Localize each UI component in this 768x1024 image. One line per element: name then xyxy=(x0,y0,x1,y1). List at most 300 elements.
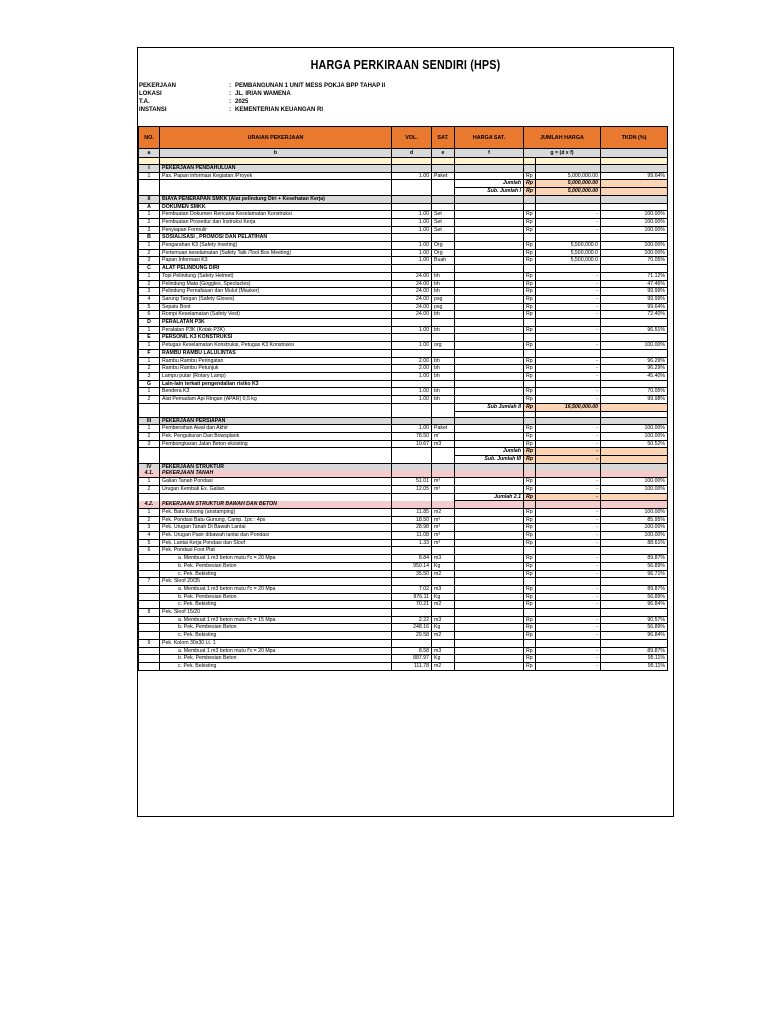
table-row xyxy=(139,662,668,670)
item-unit: m2 xyxy=(432,601,455,609)
row-number: G xyxy=(139,380,160,388)
item-number: 7 xyxy=(139,578,160,586)
currency-label: Rp xyxy=(524,288,536,296)
empty-cell xyxy=(392,195,432,203)
subtotal-value: 5,000,000.00 xyxy=(536,188,601,196)
item-volume xyxy=(392,609,432,617)
row-number: B xyxy=(139,234,160,242)
item-volume: 70.21 xyxy=(392,601,432,609)
empty-cell xyxy=(139,456,160,464)
item-total: - xyxy=(536,601,601,609)
subtotal-value: 5,000,000.00 xyxy=(536,180,601,188)
item-unit: m³ xyxy=(432,478,455,486)
item-tkdn xyxy=(601,547,668,555)
subsection-header-row xyxy=(139,501,668,509)
item-unit: bh xyxy=(432,272,455,280)
item-total: - xyxy=(536,272,601,280)
item-tkdn: 96.84% xyxy=(601,601,668,609)
item-description: Bendera K3 xyxy=(160,388,392,396)
empty-cell xyxy=(601,319,668,327)
item-unit: bh xyxy=(432,372,455,380)
item-description: b. Pek. Pembesian Beton xyxy=(160,593,392,601)
item-description: b. Pek. Pembesian Beton xyxy=(160,624,392,632)
item-description: Pek. Pengukuran Dan Bowsplank xyxy=(160,432,392,440)
item-description: Papan Informasi K3 xyxy=(160,257,392,265)
item-description: Pembuatan Dokumen Rencana Keselamatan Konstruksi xyxy=(160,211,392,219)
table-row xyxy=(139,357,668,365)
item-total: - xyxy=(536,326,601,334)
currency-label: Rp xyxy=(524,180,536,188)
currency-label: Rp xyxy=(524,242,536,250)
item-tkdn: 96.84% xyxy=(601,632,668,640)
table-row xyxy=(139,388,668,396)
item-unit-price xyxy=(455,326,524,334)
item-unit-price xyxy=(455,242,524,250)
currency-label xyxy=(524,639,536,647)
item-unit: bh xyxy=(432,311,455,319)
item-number: 3 xyxy=(139,440,160,448)
empty-cell xyxy=(524,349,536,357)
item-tkdn: 71.12% xyxy=(601,272,668,280)
item-total: - xyxy=(536,218,601,226)
empty-cell xyxy=(536,158,601,165)
item-unit-price xyxy=(455,388,524,396)
item-volume xyxy=(392,578,432,586)
empty-cell xyxy=(524,195,536,203)
item-volume: 887.97 xyxy=(392,655,432,663)
item-tkdn: 99.99% xyxy=(601,288,668,296)
item-unit-price xyxy=(455,257,524,265)
item-unit: m2 xyxy=(432,570,455,578)
table-row xyxy=(139,311,668,319)
row-number: E xyxy=(139,334,160,342)
item-volume: 1.00 xyxy=(392,218,432,226)
empty-cell xyxy=(601,334,668,342)
empty-cell xyxy=(536,501,601,509)
item-description: Petugas Keselamatan Konstruksi, Petugas K3 Konstruksi xyxy=(160,342,392,350)
item-description: Alat Pemadam Api Ringan (APAR) 0,5 kg xyxy=(160,396,392,404)
item-number: 3 xyxy=(139,257,160,265)
item-volume: 1.00 xyxy=(392,211,432,219)
empty-cell xyxy=(524,501,536,509)
table-row xyxy=(139,593,668,601)
item-volume: 8.84 xyxy=(392,555,432,563)
empty-cell xyxy=(432,180,455,188)
item-volume: 2.22 xyxy=(392,616,432,624)
empty-cell xyxy=(432,380,455,388)
item-total: - xyxy=(536,288,601,296)
item-number: 3 xyxy=(139,524,160,532)
row-title: PEKERJAAN PERSIAPAN xyxy=(160,417,392,425)
item-description: Sarung Tangan (Safety Gloves) xyxy=(160,295,392,303)
table-row xyxy=(139,547,668,555)
row-title: PEKERJAAN STRUKTUR xyxy=(160,463,392,470)
subtotal-row xyxy=(139,448,668,456)
empty-cell xyxy=(432,203,455,211)
item-tkdn: 100.00% xyxy=(601,478,668,486)
empty-cell xyxy=(432,334,455,342)
empty-cell xyxy=(536,203,601,211)
row-number: III xyxy=(139,417,160,425)
item-description: Penyiapan Formulir xyxy=(160,226,392,234)
currency-label: Rp xyxy=(524,172,536,180)
item-volume: 12.05 xyxy=(392,485,432,493)
empty-cell xyxy=(455,501,524,509)
empty-cell xyxy=(601,380,668,388)
currency-label: Rp xyxy=(524,403,536,411)
item-tkdn: 100.00% xyxy=(601,249,668,257)
empty-cell xyxy=(432,448,455,456)
item-unit: org xyxy=(432,342,455,350)
item-tkdn: 89.87% xyxy=(601,647,668,655)
item-number xyxy=(139,593,160,601)
row-number: C xyxy=(139,265,160,273)
item-total: - xyxy=(536,396,601,404)
item-number: 3 xyxy=(139,288,160,296)
item-total: - xyxy=(536,662,601,670)
item-unit: bh xyxy=(432,396,455,404)
empty-cell xyxy=(139,188,160,196)
item-unit-price xyxy=(455,662,524,670)
currency-label: Rp xyxy=(524,593,536,601)
table-row xyxy=(139,272,668,280)
item-tkdn: 99.98% xyxy=(601,396,668,404)
item-total: - xyxy=(536,365,601,373)
empty-cell xyxy=(432,349,455,357)
item-volume: 950.14 xyxy=(392,562,432,570)
item-volume: 29.58 xyxy=(392,632,432,640)
currency-label: Rp xyxy=(524,365,536,373)
item-unit: bh xyxy=(432,288,455,296)
table-row xyxy=(139,226,668,234)
item-unit-price xyxy=(455,280,524,288)
row-title: DOKUMEN SMKK xyxy=(160,203,392,211)
empty-cell xyxy=(601,470,668,477)
currency-label: Rp xyxy=(524,303,536,311)
currency-label: Rp xyxy=(524,632,536,640)
item-unit: m3 xyxy=(432,616,455,624)
item-unit: m³ xyxy=(432,539,455,547)
empty-cell xyxy=(160,403,392,411)
currency-label: Rp xyxy=(524,662,536,670)
item-description: Pelindung Mata (Goggles, Spectacles) xyxy=(160,280,392,288)
item-volume: 24.00 xyxy=(392,280,432,288)
currency-label: Rp xyxy=(524,211,536,219)
empty-cell xyxy=(392,493,432,501)
table-row xyxy=(139,425,668,433)
item-unit-price xyxy=(455,211,524,219)
table-row xyxy=(139,242,668,250)
item-tkdn xyxy=(601,578,668,586)
empty-cell xyxy=(601,456,668,464)
table-row xyxy=(139,218,668,226)
empty-cell xyxy=(139,448,160,456)
item-total: - xyxy=(536,508,601,516)
item-tkdn: 89.87% xyxy=(601,585,668,593)
empty-cell xyxy=(392,448,432,456)
item-total: - xyxy=(536,311,601,319)
table-row xyxy=(139,616,668,624)
empty-cell xyxy=(392,188,432,196)
empty-cell xyxy=(524,165,536,173)
item-unit-price xyxy=(455,655,524,663)
item-number xyxy=(139,624,160,632)
currency-label: Rp xyxy=(524,272,536,280)
empty-cell xyxy=(536,470,601,477)
item-description: Lampu putar (Rotary Lamp) xyxy=(160,372,392,380)
item-volume: 876.11 xyxy=(392,593,432,601)
row-number: I xyxy=(139,165,160,173)
empty-cell xyxy=(432,463,455,470)
empty-cell xyxy=(601,463,668,470)
row-number: A xyxy=(139,203,160,211)
item-description: a. Membuat 1 m3 beton mutu f'c = 20 Mpa xyxy=(160,647,392,655)
item-number: 2 xyxy=(139,432,160,440)
currency-label: Rp xyxy=(524,388,536,396)
currency-label: Rp xyxy=(524,372,536,380)
item-tkdn: 95.11% xyxy=(601,655,668,663)
item-volume: 1.00 xyxy=(392,342,432,350)
col-header-tkdn: TKDN (%) xyxy=(601,127,668,149)
col-header-jumlah: JUMLAH HARGA xyxy=(524,127,601,149)
item-unit-price xyxy=(455,218,524,226)
empty-cell xyxy=(432,501,455,509)
empty-cell xyxy=(432,165,455,173)
item-volume: 1.00 xyxy=(392,257,432,265)
table-row xyxy=(139,578,668,586)
item-number xyxy=(139,555,160,563)
row-title: RAMBU RAMBU LALULINTAS xyxy=(160,349,392,357)
item-tkdn: 100.00% xyxy=(601,508,668,516)
empty-cell xyxy=(536,265,601,273)
row-number: II xyxy=(139,195,160,203)
currency-label: Rp xyxy=(524,516,536,524)
item-unit-price xyxy=(455,585,524,593)
item-total: - xyxy=(536,562,601,570)
row-title: PERALATAN P3K xyxy=(160,319,392,327)
item-tkdn: 100.00% xyxy=(601,242,668,250)
empty-cell xyxy=(160,180,392,188)
item-unit: m2 xyxy=(432,632,455,640)
item-number: 1 xyxy=(139,242,160,250)
item-tkdn: 96.71% xyxy=(601,570,668,578)
item-tkdn: 89.87% xyxy=(601,555,668,563)
empty-cell xyxy=(432,456,455,464)
item-description: Pembuatan Prosedur dan Instruksi Kerja xyxy=(160,218,392,226)
table-row xyxy=(139,508,668,516)
subtotal-label: Sub Jumlah II xyxy=(455,403,524,411)
item-total: - xyxy=(536,593,601,601)
item-unit-price xyxy=(455,639,524,647)
item-unit-price xyxy=(455,226,524,234)
empty-cell xyxy=(536,349,601,357)
item-volume: 248.16 xyxy=(392,624,432,632)
empty-cell xyxy=(432,234,455,242)
item-total: - xyxy=(536,280,601,288)
item-unit: m³ xyxy=(432,524,455,532)
item-tkdn: 90.57% xyxy=(601,616,668,624)
col-header-vol: VOL. xyxy=(392,127,432,149)
item-description: Topi Pelindung (Safety Helmet) xyxy=(160,272,392,280)
item-unit: Kg xyxy=(432,655,455,663)
row-title: Lain-lain terkait pengendalian risiko K3 xyxy=(160,380,392,388)
column-letters-row: a b d e f g = (d x f) xyxy=(139,149,668,158)
empty-cell xyxy=(524,265,536,273)
empty-cell xyxy=(536,463,601,470)
item-description: b. Pek. Pembesian Beton xyxy=(160,655,392,663)
page-title: HARGA PERKIRAAN SENDIRI (HPS) xyxy=(310,58,501,72)
item-description: Pek. Sloof 15/20 xyxy=(160,609,392,617)
empty-cell xyxy=(455,349,524,357)
empty-cell xyxy=(160,158,392,165)
table-row xyxy=(139,516,668,524)
item-description: Pek. Urugan Tanah Di Bawah Lantai xyxy=(160,524,392,532)
item-volume: 24.00 xyxy=(392,295,432,303)
table-row xyxy=(139,303,668,311)
item-unit: bh xyxy=(432,326,455,334)
empty-cell xyxy=(455,380,524,388)
empty-cell xyxy=(536,234,601,242)
item-volume: 1.00 xyxy=(392,372,432,380)
currency-label: Rp xyxy=(524,425,536,433)
item-volume: 35.50 xyxy=(392,570,432,578)
empty-cell xyxy=(432,319,455,327)
item-volume: 18.50 xyxy=(392,516,432,524)
item-tkdn: 100.00% xyxy=(601,532,668,540)
item-unit: m3 xyxy=(432,440,455,448)
currency-label: Rp xyxy=(524,440,536,448)
item-description: b. Pek. Pembesian Beton xyxy=(160,562,392,570)
item-total: - xyxy=(536,357,601,365)
item-tkdn: 100.00% xyxy=(601,211,668,219)
currency-label: Rp xyxy=(524,562,536,570)
empty-cell xyxy=(524,319,536,327)
item-tkdn: 96.51% xyxy=(601,326,668,334)
item-tkdn: 99.64% xyxy=(601,303,668,311)
item-total: 5,000,000.00 xyxy=(536,172,601,180)
item-unit-price xyxy=(455,547,524,555)
item-tkdn: 99.64% xyxy=(601,172,668,180)
empty-cell xyxy=(392,234,432,242)
table-row xyxy=(139,655,668,663)
item-unit: bh xyxy=(432,357,455,365)
empty-cell xyxy=(432,195,455,203)
item-number: 2 xyxy=(139,249,160,257)
table-row xyxy=(139,539,668,547)
col-header-harga-sat: HARGA SAT. xyxy=(455,127,524,149)
empty-cell xyxy=(160,456,392,464)
item-volume: 11.08 xyxy=(392,532,432,540)
currency-label: Rp xyxy=(524,280,536,288)
subsection-header-row xyxy=(139,234,668,242)
empty-cell xyxy=(601,203,668,211)
item-unit-price xyxy=(455,432,524,440)
section-header-row xyxy=(139,417,668,425)
item-total: - xyxy=(536,432,601,440)
empty-cell xyxy=(524,203,536,211)
item-total xyxy=(536,578,601,586)
item-unit: bh xyxy=(432,280,455,288)
empty-cell xyxy=(392,203,432,211)
section-header-row xyxy=(139,463,668,470)
currency-label: Rp xyxy=(524,485,536,493)
item-unit: bh xyxy=(432,365,455,373)
item-tkdn: 100.00% xyxy=(601,485,668,493)
subtotal-value: 16,500,000.00 xyxy=(536,403,601,411)
row-title: PERSONIL K3 KONSTRUKSI xyxy=(160,334,392,342)
item-volume: 1.00 xyxy=(392,249,432,257)
empty-cell xyxy=(536,195,601,203)
table-row xyxy=(139,585,668,593)
item-volume: 1.00 xyxy=(392,396,432,404)
table-row xyxy=(139,172,668,180)
empty-cell xyxy=(455,470,524,477)
item-number: 1 xyxy=(139,357,160,365)
table-row xyxy=(139,555,668,563)
subtotal-label: Jumlah xyxy=(455,448,524,456)
empty-cell xyxy=(601,448,668,456)
item-unit-price xyxy=(455,562,524,570)
row-title: ALAT PELINDUNG DIRI xyxy=(160,265,392,273)
table-row xyxy=(139,570,668,578)
item-volume: 1.00 xyxy=(392,172,432,180)
section-header-row xyxy=(139,195,668,203)
item-total: - xyxy=(536,303,601,311)
item-total: - xyxy=(536,372,601,380)
item-number xyxy=(139,570,160,578)
item-tkdn: 100.00% xyxy=(601,218,668,226)
table-row xyxy=(139,249,668,257)
item-number: 1 xyxy=(139,326,160,334)
item-total: - xyxy=(536,440,601,448)
currency-label: Rp xyxy=(524,295,536,303)
currency-label xyxy=(524,609,536,617)
empty-cell xyxy=(601,265,668,273)
empty-cell xyxy=(432,493,455,501)
empty-cell xyxy=(536,380,601,388)
empty-cell xyxy=(455,265,524,273)
item-unit-price xyxy=(455,508,524,516)
row-number: 4.2. xyxy=(139,501,160,509)
item-unit-price xyxy=(455,272,524,280)
empty-cell xyxy=(432,417,455,425)
item-number: 2 xyxy=(139,516,160,524)
item-unit-price xyxy=(455,357,524,365)
subsection-header-row xyxy=(139,470,668,477)
item-unit: m³ xyxy=(432,532,455,540)
empty-cell xyxy=(524,234,536,242)
currency-label: Rp xyxy=(524,555,536,563)
item-volume: 24.00 xyxy=(392,311,432,319)
item-unit-price xyxy=(455,365,524,373)
currency-label: Rp xyxy=(524,524,536,532)
currency-label: Rp xyxy=(524,396,536,404)
empty-cell xyxy=(536,319,601,327)
item-number: 1 xyxy=(139,211,160,219)
currency-label: Rp xyxy=(524,448,536,456)
empty-cell xyxy=(601,403,668,411)
subtotal-row xyxy=(139,188,668,196)
item-unit-price xyxy=(455,593,524,601)
empty-cell xyxy=(601,234,668,242)
currency-label: Rp xyxy=(524,585,536,593)
item-total: 5,500,000.0 xyxy=(536,242,601,250)
empty-cell xyxy=(392,158,432,165)
item-description: Pek. Pondasi Batu Gunung, Camp. 1pc : 4ps xyxy=(160,516,392,524)
item-tkdn: 99.99% xyxy=(601,295,668,303)
currency-label: Rp xyxy=(524,326,536,334)
currency-label: Rp xyxy=(524,539,536,547)
